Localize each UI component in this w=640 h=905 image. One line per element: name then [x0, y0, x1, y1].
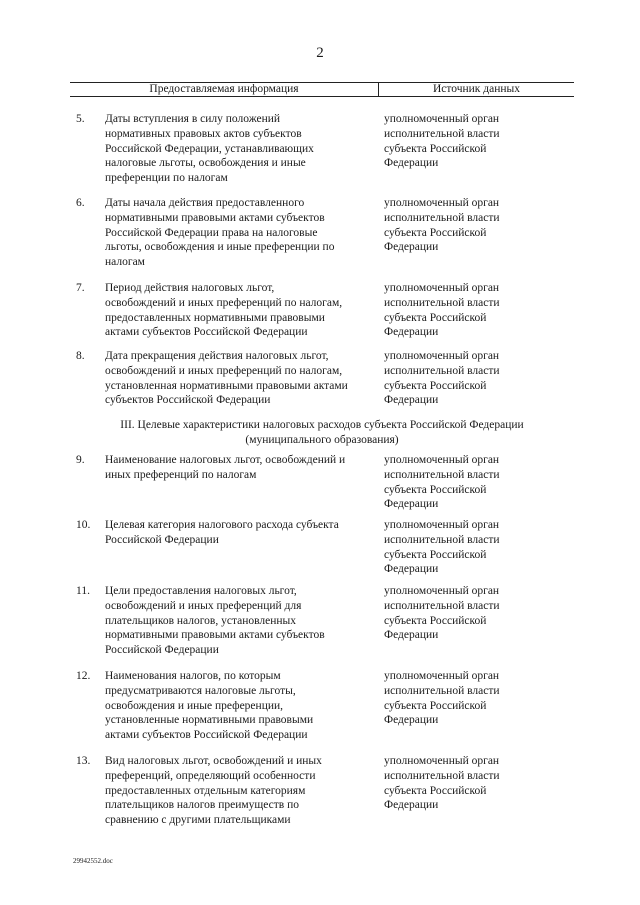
row-info: Даты начала действия предоставленного нормативными правовыми актами субъектов Российской Федерации права на налоговые льготы, освобождения и иные преференции по налогам	[105, 197, 335, 269]
row-source: уполномоченный орган исполнительной власти субъекта Российской Федерации	[384, 113, 500, 170]
row-info: Период действия налоговых льгот, освобождений и иных преференций по налогам, предоставленных нормативными правовыми актами субъектов Российской Федерации	[105, 282, 343, 339]
row-source: уполномоченный орган исполнительной власти субъекта Российской Федерации	[384, 670, 500, 727]
row-info: Дата прекращения действия налоговых льгот, освобождений и иных преференций по налогам, установленная нормативными правовыми актами субъектов Российской Федерации	[105, 350, 348, 407]
row-info: Наименования налогов, по которым предусматриваются налоговые льготы, освобождения и иные преференции, установленные нормативными правовыми актами субъектов Российской Федерации	[105, 670, 314, 742]
row-number: 9.	[76, 454, 85, 466]
header-bottom-rule	[70, 96, 574, 97]
row-info: Целевая категория налогового расхода субъекта Российской Федерации	[105, 519, 339, 546]
row-number: 10.	[76, 519, 91, 531]
row-number: 6.	[76, 197, 85, 209]
row-number: 13.	[76, 755, 91, 767]
row-number: 7.	[76, 282, 85, 294]
row-number: 8.	[76, 350, 85, 362]
header-source-label: Источник данных	[432, 83, 521, 95]
header-info-label: Предоставляемая информация	[149, 83, 299, 95]
page-number: 2	[316, 45, 324, 61]
row-source: уполномоченный орган исполнительной власти субъекта Российской Федерации	[384, 755, 500, 812]
row-info: Цели предоставления налоговых льгот, освобождений и иных преференций для плательщиков налогов, установленных нормативными правовыми актами субъектов Российской Федерации	[105, 585, 325, 657]
row-source: уполномоченный орган исполнительной власти субъекта Российской Федерации	[384, 585, 500, 642]
row-source: уполномоченный орган исполнительной власти субъекта Российской Федерации	[384, 454, 500, 511]
footer-filename: 29942552.doc	[73, 857, 113, 865]
row-number: 5.	[76, 113, 85, 125]
row-info: Даты вступления в силу положений нормативных правовых актов субъектов Российской Федерации, устанавливающих налоговые льготы, освобождения и иные преференции по налогам	[105, 113, 314, 185]
row-source: уполномоченный орган исполнительной власти субъекта Российской Федерации	[384, 519, 500, 576]
row-number: 11.	[76, 585, 90, 597]
row-info: Наименование налоговых льгот, освобождений и иных преференций по налогам	[105, 454, 346, 481]
row-info: Вид налоговых льгот, освобождений и иных преференций, определяющий особенности предоставленных отдельным категориям плательщиков налогов преимуществ по сравнению с другими плательщиками	[105, 755, 322, 827]
table-header	[70, 82, 574, 96]
row-source: уполномоченный орган исполнительной власти субъекта Российской Федерации	[384, 197, 500, 254]
row-number: 12.	[76, 670, 91, 682]
row-source: уполномоченный орган исполнительной власти субъекта Российской Федерации	[384, 282, 500, 339]
row-source: уполномоченный орган исполнительной власти субъекта Российской Федерации	[384, 350, 500, 407]
section-title: III. Целевые характеристики налоговых расходов субъекта Российской Федерации (муниципального образования)	[120, 419, 524, 446]
